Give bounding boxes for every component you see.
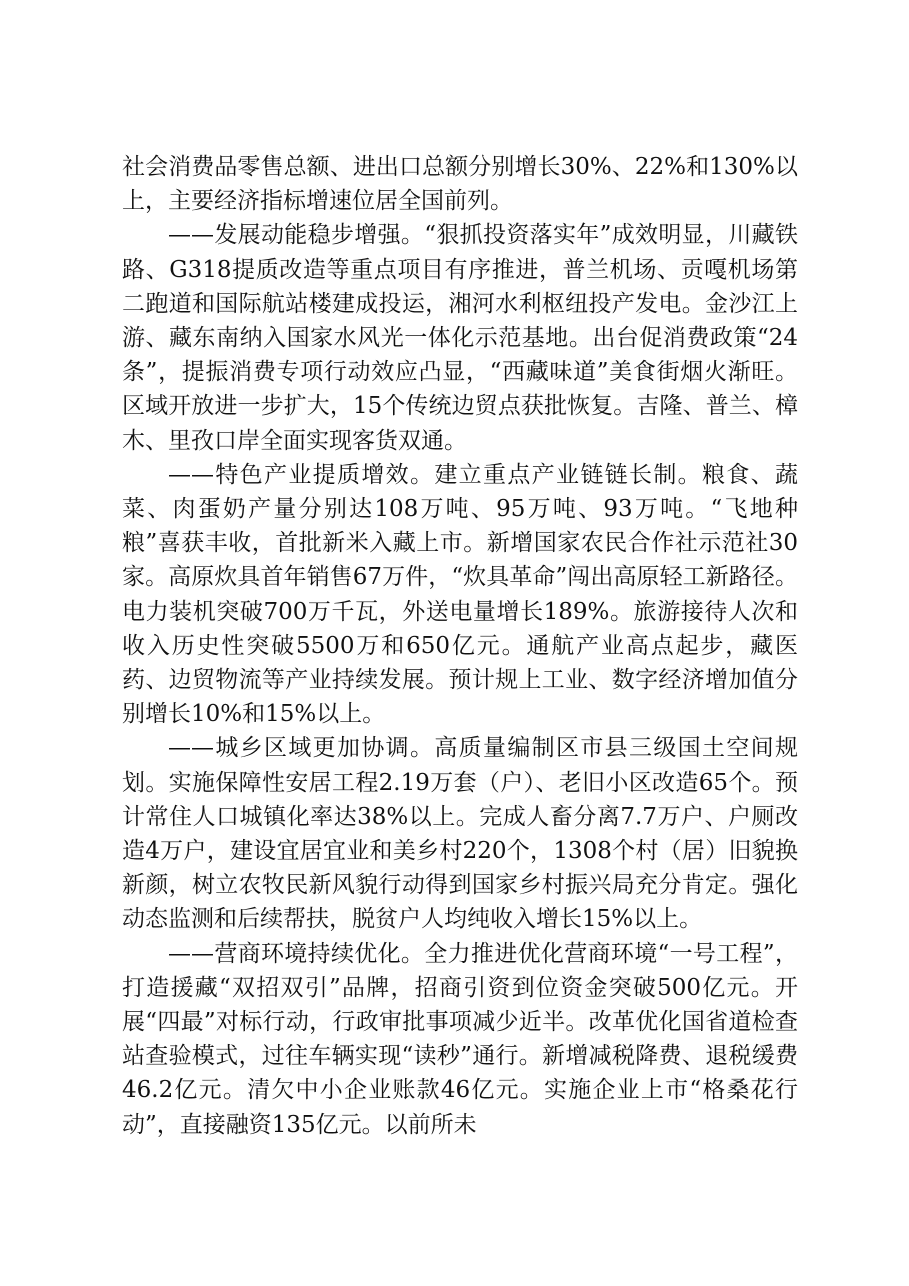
paragraph-development-momentum: ——发展动能稳步增强。“狠抓投资落实年”成效明显，川藏铁路、G318提质改造等重点项目有序推进，普兰机场、贡嘎机场第二跑道和国际航站楼建成投运，湘河水利枢纽投产发电。金沙江上游、藏东南纳入国家水风光一体化示范基地。出台促消费政策“24条”，提振消费专项行动效应凸显，“西藏味道”美食街烟火渐旺。区域开放进一步扩大，15个传统边贸点获批恢复。吉隆、普兰、樟木、里孜口岸全面实现客货双通。 <box>122 222 798 454</box>
paragraph-continued: 社会消费品零售总额、进出口总额分别增长30%、22%和130%以上，主要经济指标增速位居全国前列。 <box>122 154 798 215</box>
paragraph-business-environment: ——营商环境持续优化。全力推进优化营商环境“一号工程”，打造援藏“双招双引”品牌，招商引资到位资金突破500亿元。开展“四最”对标行动，行政审批事项减少近半。改革优化国省道检查站查验模式，过往车辆实现“读秒”通行。新增减税降费、退税缓费46.2亿元。清欠中小企业账款46亿元。实施企业上市“格桑花行动”，直接融资135亿元。以前所未 <box>122 940 798 1138</box>
paragraph-industry-quality: ——特色产业提质增效。建立重点产业链链长制。粮食、蔬菜、肉蛋奶产量分别达108万吨、95万吨、93万吨。“飞地种粮”喜获丰收，首批新米入藏上市。新增国家农民合作社示范社30家。高原炊具首年销售67万件，“炊具革命”闯出高原轻工新路径。电力装机突破700万千瓦，外送电量增长189%。旅游接待人次和收入历史性突破5500万和650亿元。通航产业高点起步，藏医药、边贸物流等产业持续发展。预计规上工业、数字经济增加值分别增长10%和15%以上。 <box>122 461 798 728</box>
body-text <box>122 150 798 1142</box>
paragraph-urban-rural: ——城乡区域更加协调。高质量编制区市县三级国土空间规划。实施保障性安居工程2.19万套（户）、老旧小区改造65个。预计常住人口城镇化率达38%以上。完成人畜分离7.7万户、户厕改造4万户，建设宜居宜业和美乡村220个，1308个村（居）旧貌换新颜，树立农牧民新风貌行动得到国家乡村振兴局充分肯定。强化动态监测和后续帮扶，脱贫户人均纯收入增长15%以上。 <box>122 735 798 933</box>
